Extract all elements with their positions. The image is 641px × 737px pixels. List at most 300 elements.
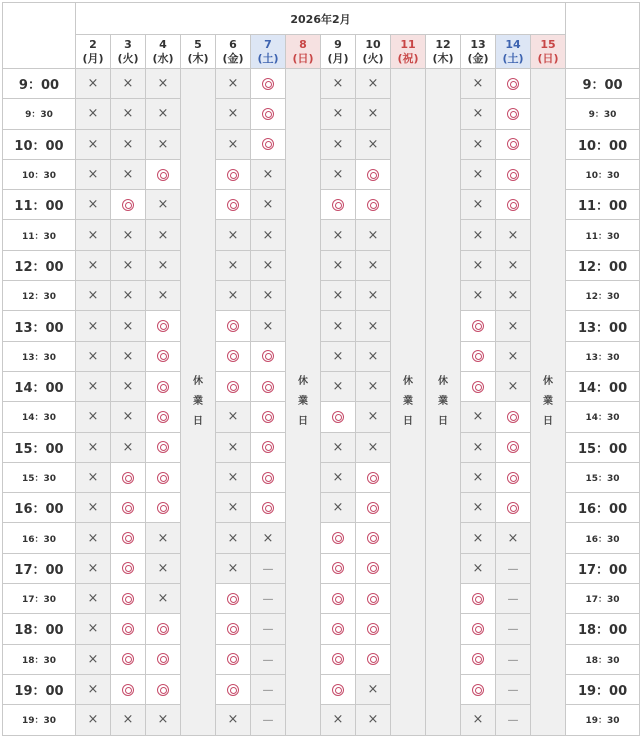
available-double-circle-icon (227, 684, 239, 696)
cross-mark: × (332, 439, 344, 455)
time-label-left: 13：00 (3, 311, 76, 341)
corner-cell-left (3, 3, 76, 69)
cross-mark: × (87, 530, 99, 546)
cross-mark: × (157, 560, 169, 576)
slot-full (111, 371, 146, 401)
available-double-circle-icon (332, 411, 344, 423)
slot-available[interactable] (321, 614, 356, 644)
slot-full (461, 462, 496, 492)
closed-day-5 (181, 69, 216, 736)
closed-label-char: 休 (193, 375, 203, 387)
cross-mark: × (332, 379, 344, 395)
slot-available[interactable] (461, 614, 496, 644)
slot-full (496, 220, 531, 250)
slot-available[interactable] (496, 432, 531, 462)
slot-full (216, 281, 251, 311)
cross-mark: × (507, 530, 519, 546)
time-label-left: 19：30 (3, 705, 76, 735)
slot-full (216, 553, 251, 583)
closed-label-char: 業 (403, 395, 413, 407)
slot-available[interactable] (216, 311, 251, 341)
time-label-right: 9：30 (566, 99, 640, 129)
available-double-circle-icon (507, 78, 519, 90)
day-header-7 (251, 35, 286, 69)
cross-mark: × (472, 439, 484, 455)
slot-unavailable-dash (496, 644, 531, 674)
available-double-circle-icon (157, 623, 169, 635)
cross-mark: × (157, 712, 169, 728)
time-label-left: 17：30 (3, 584, 76, 614)
slot-available[interactable] (496, 493, 531, 523)
slot-available[interactable] (146, 462, 181, 492)
slot-full (496, 341, 531, 371)
cross-mark: × (367, 409, 379, 425)
slot-full (216, 432, 251, 462)
slot-available[interactable] (496, 190, 531, 220)
available-double-circle-icon (507, 199, 519, 211)
time-label-right: 16：30 (566, 523, 640, 553)
slot-full (146, 129, 181, 159)
dash-mark: － (261, 562, 275, 578)
cross-mark: × (157, 288, 169, 304)
slot-full (356, 402, 391, 432)
slot-available[interactable] (356, 190, 391, 220)
cross-mark: × (227, 500, 239, 516)
cross-mark: × (157, 197, 169, 213)
dash-mark: － (261, 653, 275, 669)
closed-label-char: 日 (543, 415, 554, 427)
slot-full (146, 220, 181, 250)
month-title: 2026年2月 (76, 3, 566, 35)
time-label-right: 14：30 (566, 402, 640, 432)
slot-available[interactable] (251, 99, 286, 129)
cross-mark: × (332, 470, 344, 485)
cross-mark: × (87, 591, 99, 607)
available-double-circle-icon (262, 411, 274, 423)
slot-full (76, 69, 111, 99)
cross-mark: × (332, 227, 344, 243)
slot-available[interactable] (356, 584, 391, 614)
available-double-circle-icon (507, 411, 519, 423)
cross-mark: × (367, 76, 379, 92)
slot-full (76, 493, 111, 523)
slot-full (76, 553, 111, 583)
slot-available[interactable] (321, 402, 356, 432)
slot-available[interactable] (496, 99, 531, 129)
slot-available[interactable] (496, 69, 531, 99)
slot-available[interactable] (111, 674, 146, 704)
slot-full (356, 281, 391, 311)
available-double-circle-icon (507, 138, 519, 150)
time-label-left: 15：00 (3, 432, 76, 462)
cross-mark: × (157, 106, 169, 122)
available-double-circle-icon (367, 653, 379, 665)
slot-available[interactable] (251, 371, 286, 401)
available-double-circle-icon (367, 502, 379, 514)
slot-full (76, 523, 111, 553)
day-number: 2 (89, 37, 97, 51)
available-double-circle-icon (367, 472, 379, 484)
slot-full (76, 220, 111, 250)
slot-full (76, 462, 111, 492)
slot-available[interactable] (321, 674, 356, 704)
cross-mark: × (227, 136, 239, 152)
available-double-circle-icon (227, 381, 239, 393)
slot-available[interactable] (321, 523, 356, 553)
cross-mark: × (262, 257, 274, 273)
slot-full (461, 402, 496, 432)
slot-full (146, 553, 181, 583)
dash-mark: － (261, 714, 275, 730)
cross-mark: × (122, 379, 134, 395)
day-header-4 (146, 35, 181, 69)
closed-label-char: 日 (298, 415, 308, 427)
time-label-right: 15：00 (566, 432, 640, 462)
slot-unavailable-dash (251, 553, 286, 583)
slot-available[interactable] (146, 402, 181, 432)
cross-mark: × (262, 318, 274, 334)
slot-available[interactable] (356, 462, 391, 492)
cross-mark: × (87, 227, 99, 243)
closed-label-char: 業 (438, 395, 448, 407)
dash-mark: － (261, 623, 275, 639)
available-double-circle-icon (227, 169, 239, 181)
slot-full (321, 99, 356, 129)
cross-mark: × (367, 227, 379, 243)
slot-available[interactable] (146, 159, 181, 189)
slot-full (461, 220, 496, 250)
time-label-left: 12：00 (3, 250, 76, 280)
closed-label-char: 休 (298, 375, 308, 387)
slot-available[interactable] (146, 432, 181, 462)
available-double-circle-icon (157, 169, 169, 181)
slot-available[interactable] (321, 190, 356, 220)
day-number: 6 (229, 37, 237, 51)
slot-unavailable-dash (496, 553, 531, 583)
time-label-right: 19：30 (566, 705, 640, 735)
slot-available[interactable] (496, 462, 531, 492)
slot-full (356, 69, 391, 99)
slot-available[interactable] (461, 341, 496, 371)
slot-full (216, 129, 251, 159)
cross-mark: × (87, 379, 99, 395)
dash-mark: － (506, 653, 520, 669)
slot-full (76, 584, 111, 614)
available-double-circle-icon (227, 350, 239, 362)
slot-full (251, 159, 286, 189)
slot-full (461, 159, 496, 189)
slot-available[interactable] (321, 584, 356, 614)
available-double-circle-icon (472, 623, 484, 635)
slot-available[interactable] (111, 523, 146, 553)
available-double-circle-icon (157, 411, 169, 423)
closed-label-char: 業 (543, 395, 554, 407)
cross-mark: × (227, 257, 239, 273)
slot-available[interactable] (251, 402, 286, 432)
slot-full (146, 584, 181, 614)
slot-full (461, 553, 496, 583)
cross-mark: × (332, 136, 344, 152)
closed-day-11 (391, 69, 426, 736)
slot-full (76, 644, 111, 674)
slot-available[interactable] (146, 674, 181, 704)
slot-full (461, 281, 496, 311)
slot-available[interactable] (111, 462, 146, 492)
available-double-circle-icon (367, 532, 379, 544)
slot-available[interactable] (356, 159, 391, 189)
cross-mark: × (87, 348, 99, 364)
available-double-circle-icon (472, 593, 484, 605)
slot-available[interactable] (111, 493, 146, 523)
slot-full (461, 705, 496, 735)
day-header-12 (426, 35, 461, 69)
day-header-10 (356, 35, 391, 69)
available-double-circle-icon (472, 320, 484, 332)
available-double-circle-icon (157, 350, 169, 362)
slot-available[interactable] (461, 584, 496, 614)
slot-available[interactable] (251, 69, 286, 99)
slot-available[interactable] (111, 584, 146, 614)
slot-available[interactable] (461, 371, 496, 401)
slot-available[interactable] (251, 129, 286, 159)
cross-mark: × (262, 288, 274, 304)
available-double-circle-icon (122, 593, 134, 605)
slot-available[interactable] (111, 614, 146, 644)
available-double-circle-icon (157, 502, 169, 514)
cross-mark: × (262, 167, 274, 183)
cross-mark: × (122, 106, 134, 122)
slot-full (321, 371, 356, 401)
available-double-circle-icon (227, 623, 239, 635)
time-label-right: 11：00 (566, 190, 640, 220)
day-of-week: (祝) (397, 51, 419, 65)
slot-full (321, 250, 356, 280)
slot-full (216, 523, 251, 553)
slot-available[interactable] (216, 190, 251, 220)
slot-available[interactable] (321, 644, 356, 674)
available-double-circle-icon (472, 653, 484, 665)
slot-unavailable-dash (251, 705, 286, 735)
cross-mark: × (87, 136, 99, 152)
slot-available[interactable] (356, 644, 391, 674)
cross-mark: × (227, 227, 239, 243)
slot-full (76, 432, 111, 462)
time-label-left: 16：00 (3, 493, 76, 523)
day-number: 10 (365, 37, 381, 51)
day-of-week: (木) (432, 51, 454, 65)
time-label-left: 11：00 (3, 190, 76, 220)
slot-full (461, 129, 496, 159)
cross-mark: × (122, 257, 134, 273)
cross-mark: × (367, 682, 379, 698)
slot-available[interactable] (356, 493, 391, 523)
slot-available[interactable] (216, 371, 251, 401)
available-double-circle-icon (472, 381, 484, 393)
slot-full (146, 69, 181, 99)
slot-full (216, 705, 251, 735)
slot-available[interactable] (356, 553, 391, 583)
time-label-right: 18：30 (566, 644, 640, 674)
slot-full (76, 311, 111, 341)
slot-full (321, 432, 356, 462)
slot-available[interactable] (146, 371, 181, 401)
day-of-week: (土) (257, 51, 279, 65)
day-header-3 (111, 35, 146, 69)
slot-full (356, 371, 391, 401)
time-label-right: 10：30 (566, 159, 640, 189)
time-label-left: 14：30 (3, 402, 76, 432)
slot-available[interactable] (496, 129, 531, 159)
slot-full (461, 69, 496, 99)
slot-available[interactable] (251, 493, 286, 523)
day-number: 5 (194, 37, 202, 51)
closed-day-8 (286, 69, 321, 736)
slot-available[interactable] (146, 493, 181, 523)
available-double-circle-icon (262, 502, 274, 514)
dash-mark: － (261, 684, 275, 700)
slot-available[interactable] (216, 614, 251, 644)
slot-available[interactable] (461, 674, 496, 704)
day-header-13 (461, 35, 496, 69)
slot-full (76, 705, 111, 735)
time-label-right: 9：00 (566, 69, 640, 99)
time-label-left: 17：00 (3, 553, 76, 583)
slot-available[interactable] (216, 674, 251, 704)
slot-unavailable-dash (496, 705, 531, 735)
time-label-right: 18：00 (566, 614, 640, 644)
cross-mark: × (472, 106, 484, 122)
cross-mark: × (507, 348, 519, 364)
available-double-circle-icon (122, 653, 134, 665)
cross-mark: × (472, 227, 484, 243)
day-number: 9 (334, 37, 342, 51)
slot-available[interactable] (216, 341, 251, 371)
slot-available[interactable] (356, 614, 391, 644)
slot-available[interactable] (461, 644, 496, 674)
available-double-circle-icon (507, 472, 519, 484)
cross-mark: × (507, 379, 519, 395)
time-label-left: 18：00 (3, 614, 76, 644)
slot-available[interactable] (146, 614, 181, 644)
cross-mark: × (472, 167, 484, 183)
cross-mark: × (122, 76, 134, 92)
time-label-right: 12：30 (566, 281, 640, 311)
slot-available[interactable] (111, 190, 146, 220)
day-header-15 (531, 35, 566, 69)
time-row (3, 69, 640, 99)
cross-mark: × (367, 257, 379, 273)
cross-mark: × (122, 167, 134, 183)
available-double-circle-icon (367, 169, 379, 181)
cross-mark: × (87, 560, 99, 576)
slot-available[interactable] (251, 432, 286, 462)
cross-mark: × (122, 439, 134, 455)
cross-mark: × (472, 409, 484, 425)
closed-label-char: 日 (193, 415, 203, 427)
available-double-circle-icon (122, 684, 134, 696)
slot-full (356, 674, 391, 704)
slot-full (216, 250, 251, 280)
available-double-circle-icon (262, 350, 274, 362)
dash-mark: － (506, 562, 520, 578)
dash-mark: － (506, 593, 520, 609)
calendar-body (3, 69, 640, 736)
available-double-circle-icon (332, 653, 344, 665)
slot-full (111, 432, 146, 462)
slot-full (146, 99, 181, 129)
slot-available[interactable] (251, 341, 286, 371)
day-header-14 (496, 35, 531, 69)
slot-available[interactable] (321, 553, 356, 583)
slot-unavailable-dash (251, 644, 286, 674)
cross-mark: × (227, 530, 239, 546)
slot-full (146, 523, 181, 553)
slot-available[interactable] (356, 523, 391, 553)
time-label-left: 10：00 (3, 129, 76, 159)
day-header-5 (181, 35, 216, 69)
cross-mark: × (507, 288, 519, 304)
cross-mark: × (262, 227, 274, 243)
slot-available[interactable] (146, 341, 181, 371)
slot-available[interactable] (111, 644, 146, 674)
slot-available[interactable] (216, 644, 251, 674)
slot-available[interactable] (146, 644, 181, 674)
slot-full (356, 220, 391, 250)
cross-mark: × (227, 712, 239, 728)
time-label-right: 10：00 (566, 129, 640, 159)
slot-full (111, 129, 146, 159)
cross-mark: × (87, 409, 99, 425)
day-number: 15 (540, 37, 556, 51)
day-of-week: (日) (292, 51, 314, 65)
reservation-calendar (2, 2, 640, 736)
slot-full (321, 462, 356, 492)
cross-mark: × (472, 500, 484, 516)
slot-available[interactable] (496, 402, 531, 432)
slot-available[interactable] (216, 584, 251, 614)
day-number: 12 (435, 37, 451, 51)
cross-mark: × (332, 500, 344, 516)
available-double-circle-icon (472, 684, 484, 696)
slot-full (76, 402, 111, 432)
time-label-right: 19：00 (566, 674, 640, 704)
time-label-right: 17：30 (566, 584, 640, 614)
slot-available[interactable] (216, 159, 251, 189)
slot-full (111, 705, 146, 735)
slot-available[interactable] (251, 462, 286, 492)
time-label-left: 11：30 (3, 220, 76, 250)
slot-full (356, 250, 391, 280)
slot-available[interactable] (496, 159, 531, 189)
cross-mark: × (367, 348, 379, 364)
available-double-circle-icon (367, 562, 379, 574)
available-double-circle-icon (157, 653, 169, 665)
slot-available[interactable] (461, 311, 496, 341)
slot-full (321, 220, 356, 250)
slot-full (216, 462, 251, 492)
available-double-circle-icon (157, 320, 169, 332)
time-label-left: 9：00 (3, 69, 76, 99)
day-of-week: (月) (82, 51, 104, 65)
slot-unavailable-dash (496, 674, 531, 704)
cross-mark: × (122, 712, 134, 728)
closed-label-char: 休 (438, 375, 448, 387)
slot-available[interactable] (146, 311, 181, 341)
cross-mark: × (157, 136, 169, 152)
slot-full (251, 190, 286, 220)
slot-available[interactable] (111, 553, 146, 583)
cross-mark: × (122, 136, 134, 152)
